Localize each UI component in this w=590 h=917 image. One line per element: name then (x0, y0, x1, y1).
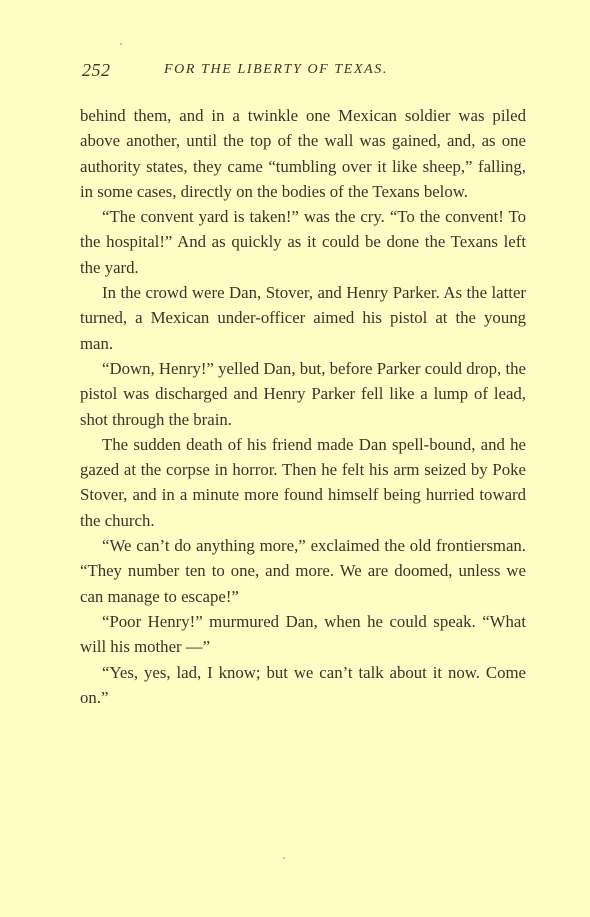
paragraph: In the crowd were Dan, Stover, and Henry Parker. As the latter turned, a Mexican under-officer aimed his pistol at the young man. (80, 283, 526, 353)
running-title: FOR THE LIBERTY OF TEXAS. (164, 62, 388, 77)
paragraph: “Poor Henry!” murmured Dan, when he could speak. “What will his mother —” (80, 611, 526, 657)
page-number: 252 (82, 60, 111, 80)
paragraph: “The convent yard is taken!” was the cry. “To the convent! To the hospital!” And as quickly as it could be done the Texans left the yard. (80, 207, 526, 277)
paragraph: The sudden death of his friend made Dan spell-bound, and he gazed at the corpse in horror. Then he felt his arm seized by Poke Stover, and in a minute more found himself being hurried toward the church. (80, 434, 526, 530)
paragraph: “We can’t do anything more,” exclaimed the old frontiersman. “They number ten to one, and more. We are doomed, unless we can manage to escape!” (80, 536, 526, 606)
paper-speck (283, 857, 285, 859)
paper-speck (120, 43, 122, 45)
paragraph: behind them, and in a twinkle one Mexican soldier was piled above another, until the top of the wall was gained, and, as one authority states, they came “tumbling over it like sheep,” falling, in some cases, directly on the bodies of the Texans below. (80, 106, 526, 201)
body-text (80, 103, 526, 710)
paragraph: “Yes, yes, lad, I know; but we can’t talk about it now. Come on.” (80, 662, 526, 707)
paragraph: “Down, Henry!” yelled Dan, but, before Parker could drop, the pistol was discharged and Henry Parker fell like a lump of lead, shot through the brain. (80, 358, 526, 429)
page-header (82, 60, 522, 84)
